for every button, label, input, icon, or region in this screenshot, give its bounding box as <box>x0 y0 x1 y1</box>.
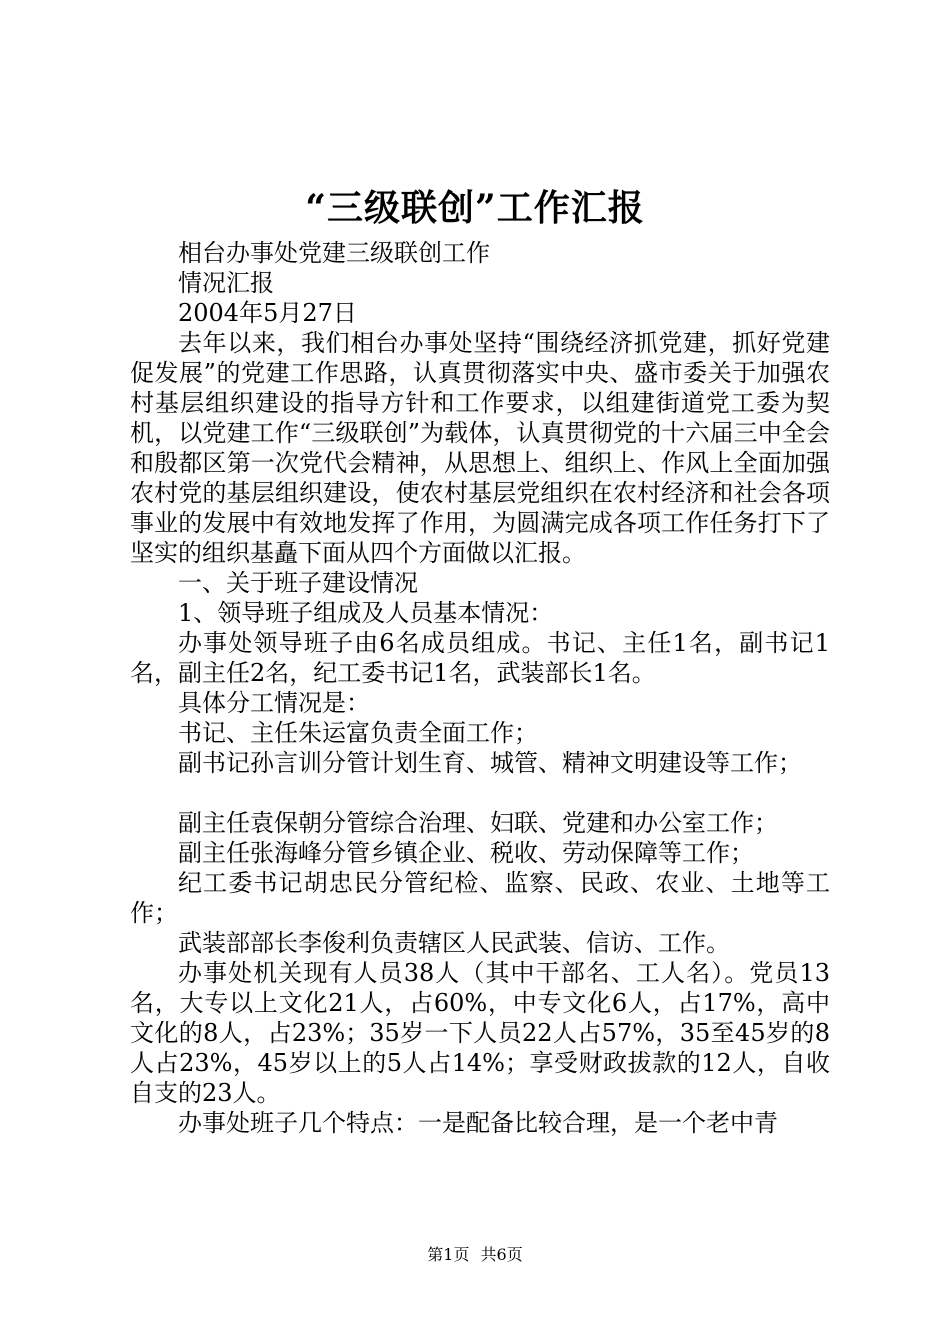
page-footer <box>0 1244 950 1266</box>
document-title: “三级联创”工作汇报 <box>305 187 645 229</box>
paragraph: 办事处领导班子由6名成员组成。书记、主任1名，副书记1名，副主任2名，纪工委书记1名，武装部长1名。 <box>130 629 830 687</box>
paragraph: 副主任袁保朝分管综合治理、妇联、党建和办公室工作； <box>178 809 778 837</box>
paragraph: 书记、主任朱运富负责全面工作； <box>178 719 538 747</box>
paragraph: 办事处机关现有人员38人（其中干部名、工人名）。党员13名，大专以上文化21人，占60%，中专文化6人，占17%，高中文化的8人，占23%；35岁一下人员22人占57%，35至45岁的8人占23%，45岁以上的5人占14%；享受财政拔款的12人，自收自支的23人。 <box>130 959 830 1107</box>
paragraph-subtitle-2: 情况汇报 <box>178 269 274 297</box>
document-body <box>130 238 830 1138</box>
page-total: 共6页 <box>480 1245 523 1264</box>
section-heading: 一、关于班子建设情况 <box>178 569 418 597</box>
page-number: 第1页 <box>427 1245 470 1264</box>
paragraph: 纪工委书记胡忠民分管纪检、监察、民政、农业、土地等工作； <box>130 869 830 927</box>
paragraph: 副书记孙言训分管计划生育、城管、精神文明建设等工作； <box>178 749 802 777</box>
paragraph-intro: 去年以来，我们相台办事处坚持“围绕经济抓党建，抓好党建促发展”的党建工作思路，认真贯彻落实中央、盛市委关于加强农村基层组织建设的指导方针和工作要求，以组建街道党工委为契机，以党建工作“三级联创”为载体，认真贯彻党的十六届三中全会和殷都区第一次党代会精神，从思想上、组织上、作风上全面加强农村党的基层组织建设，使农村基层党组织在农村经济和社会各项事业的发展中有效地发挥了作用，为圆满完成各项工作任务打下了坚实的组织基矗下面从四个方面做以汇报。 <box>130 329 830 567</box>
paragraph: 具体分工情况是： <box>178 689 370 717</box>
paragraph: 武装部部长李俊利负责辖区人民武装、信访、工作。 <box>178 929 730 957</box>
paragraph: 副主任张海峰分管乡镇企业、税收、劳动保障等工作； <box>178 839 754 867</box>
subsection-heading: 1、领导班子组成及人员基本情况： <box>178 599 554 627</box>
paragraph-date: 2004年5月27日 <box>178 299 357 327</box>
paragraph-subtitle: 相台办事处党建三级联创工作 <box>178 239 490 267</box>
paragraph: 办事处班子几个特点：一是配备比较合理，是一个老中青 <box>178 1109 778 1137</box>
